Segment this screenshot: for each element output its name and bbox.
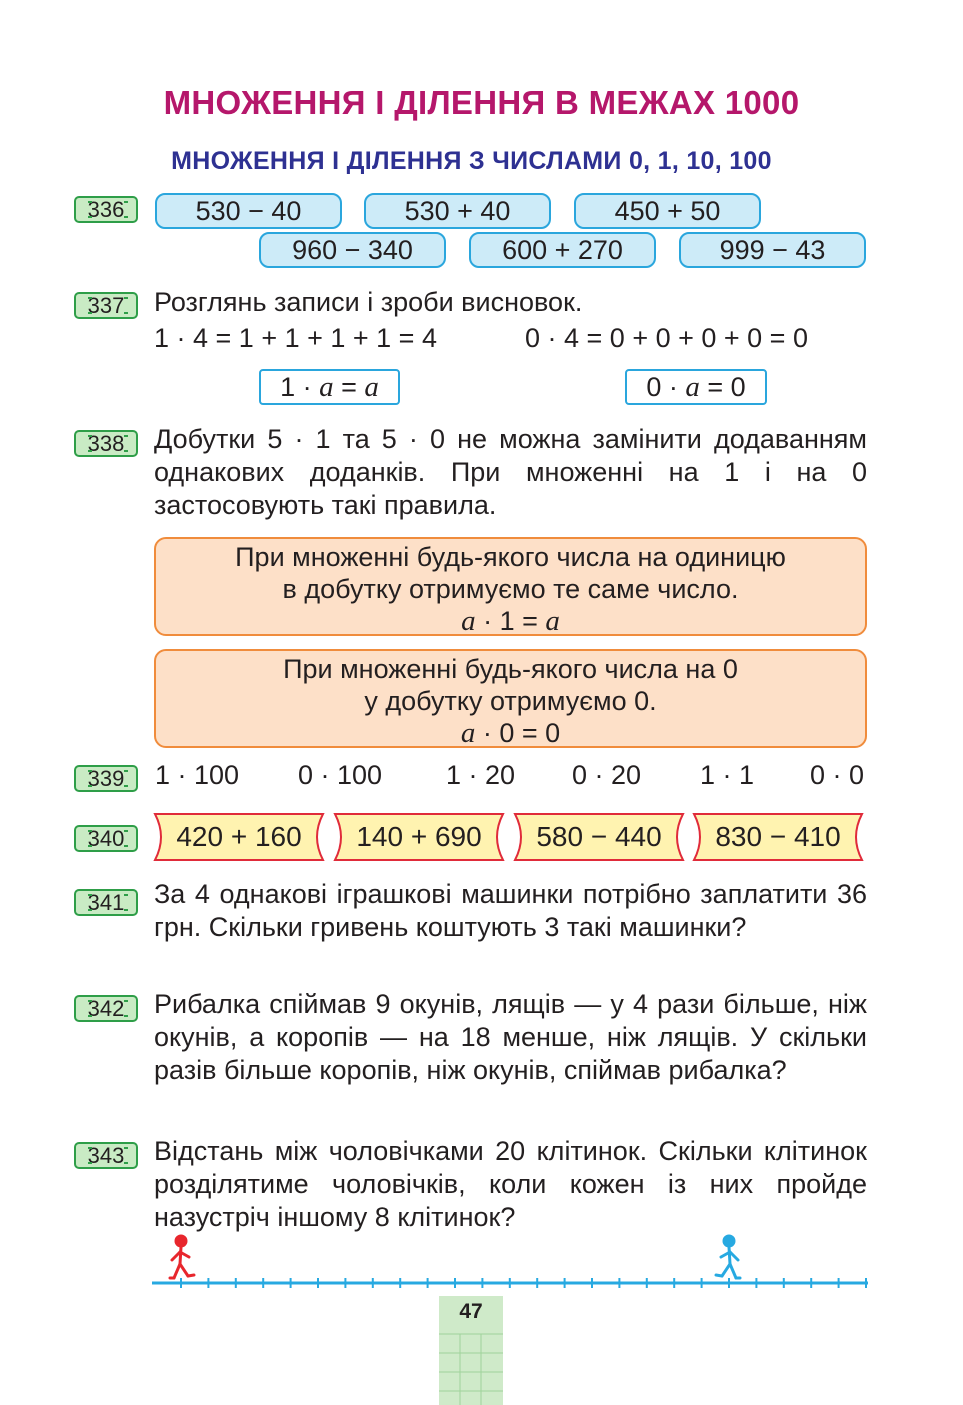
exercise-337-text: Розглянь записи і зроби висновок. [154,287,583,317]
expression-box: 600 + 270 [469,232,656,268]
expression-item: 0 · 0 [810,760,865,790]
ticket-label: 140 + 690 [356,821,482,852]
exercise-number-336: 336 [74,196,138,223]
rule-formula: a · 1 = a [461,605,560,637]
equation-line-1: 1 · 4 = 1 + 1 + 1 + 1 = 4 [154,323,437,353]
ticket-card [153,812,325,862]
exercise-number-341: 341 [74,889,138,916]
rule-text: у добутку отримуємо 0. [364,686,657,716]
expression-item: 1 · 20 [446,760,516,790]
rule-text: При множенні будь-якого числа на одиницю [235,542,786,572]
walkers-number-line [150,1230,872,1296]
rule-text: При множенні будь-якого числа на 0 [283,654,738,684]
rule-formula: a · 0 = 0 [460,717,561,749]
ticket-card [333,812,505,862]
expression-box: 450 + 50 [574,193,761,229]
walker-right-icon [716,1236,740,1278]
exercise-number-340: 340 [74,825,138,852]
ticket-label: 580 − 440 [536,821,662,852]
expression-box: 530 − 40 [155,193,342,229]
rule-box-multiply-by-zero [154,649,867,748]
rule-text: в добутку отримуємо те саме число. [282,574,739,604]
ticket-card [692,812,864,862]
page-number: 47 [459,1300,483,1323]
rule-box-multiply-by-one [154,537,867,636]
rule-formula-one: 1 · a = a [259,369,400,405]
exercise-341-text: За 4 однакові іграшкові машинки потрібно заплатити 36 грн. Скільки гривень коштують 3 такі машинки? [154,879,867,942]
exercise-342-text: Рибалка спіймав 9 окунів, лящів — у 4 рази більше, ніж окунів, а коропів — на 18 менше, ніж лящів. У скільки разів більше коропів, ніж окунів, спіймав рибалка? [154,989,867,1085]
exercise-343-text: Відстань між чоловічками 20 клітинок. Скільки клітинок розділятиме чоловічків, коли кожен із них пройде назустріч іншому 8 клітинок? [154,1136,867,1232]
expression-box: 960 − 340 [259,232,446,268]
expression-item: 1 · 100 [155,760,240,790]
expression-item: 0 · 100 [298,760,383,790]
expression-item: 1 · 1 [700,760,755,790]
ticket-card [513,812,685,862]
expression-box: 530 + 40 [364,193,551,229]
exercise-number-339: 339 [74,765,138,792]
section-subheading: МНОЖЕННЯ І ДІЛЕННЯ З ЧИСЛАМИ 0, 1, 10, 100 [171,147,772,175]
exercise-number-337: 337 [74,292,138,319]
walker-left-icon [170,1236,194,1278]
equation-line-2: 0 · 4 = 0 + 0 + 0 + 0 = 0 [525,323,808,353]
exercise-number-338: 338 [74,430,138,457]
exercise-338-text: Добутки 5 · 1 та 5 · 0 не можна замінити додаванням однакових доданків. При множенні на 1 і на 0 застосовують такі правила. [154,424,867,520]
expression-item: 0 · 20 [572,760,642,790]
page-heading: МНОЖЕННЯ І ДІЛЕННЯ В МЕЖАХ 1000 [163,84,800,121]
ticket-label: 830 − 410 [715,821,841,852]
exercise-number-343: 343 [74,1142,138,1169]
exercise-number-342: 342 [74,995,138,1022]
ticket-label: 420 + 160 [176,821,302,852]
expression-box: 999 − 43 [679,232,866,268]
rule-formula-zero: 0 · a = 0 [625,369,767,405]
